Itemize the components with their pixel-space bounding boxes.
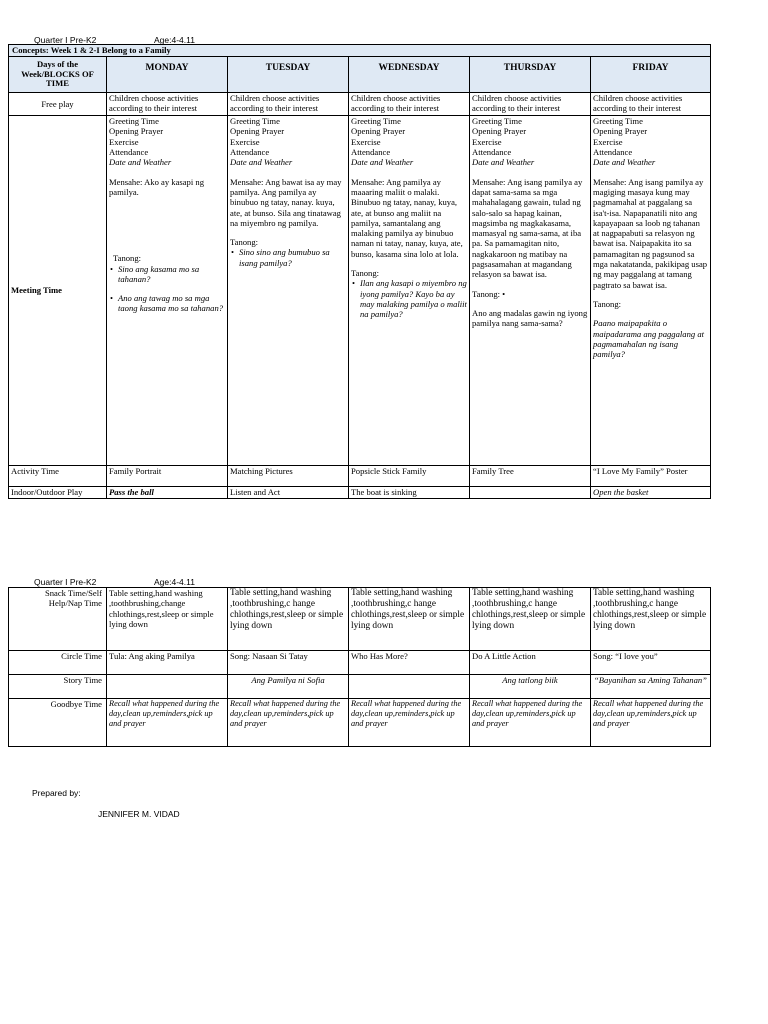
day-header-thursday: THURSDAY xyxy=(470,57,591,93)
free-play-cell: Children choose activities according to their interest xyxy=(470,93,591,116)
routine-date-weather: Date and Weather xyxy=(472,157,535,168)
activity-cell: “I Love My Family” Poster xyxy=(591,466,711,487)
free-play-row xyxy=(9,93,711,116)
indoor-cell: Listen and Act xyxy=(228,487,349,499)
routine-attendance: Attendance xyxy=(472,146,512,157)
day-header-tuesday: TUESDAY xyxy=(228,57,349,93)
activity-cell: Family Portrait xyxy=(107,466,228,487)
question-item: • Sino ang kasama mo sa tahanan? xyxy=(110,263,200,284)
row-label-snack-time: Snack Time/Self Help/Nap Time xyxy=(9,588,107,651)
tanong-label: Tanong: xyxy=(593,299,622,309)
row-label-goodbye-time: Goodbye Time xyxy=(9,699,107,747)
routine-prayer: Opening Prayer xyxy=(351,126,406,137)
weekly-schedule-table xyxy=(8,44,711,499)
story-cell: Ang tatlong biik xyxy=(470,675,591,699)
routine-attendance: Attendance xyxy=(593,146,633,157)
routine-prayer: Opening Prayer xyxy=(109,126,164,137)
circle-cell: Song: Nasaan Si Tatay xyxy=(228,651,349,675)
question-text: Ano ang madalas gawin ng iyong pamilya nang sama-sama? xyxy=(472,308,588,329)
question-text: Paano maipapakita o maipadarama ang paggalang at pagmamahalan ng isang pamilya? xyxy=(593,318,705,360)
indoor-cell: The boat is sinking xyxy=(349,487,470,499)
meeting-cell-wednesday xyxy=(349,116,470,466)
preparer-name: JENNIFER M. VIDAD xyxy=(98,809,180,819)
story-cell xyxy=(107,675,228,699)
goodbye-cell: Recall what happened during the day,clean up,reminders,pick up and prayer xyxy=(107,699,228,747)
mensahe-text: Mensahe: Ang isang pamilya ay dapat sama-sama sa mga mahahalagang gawain, tulad ng salo-salo sa hapag kainan, magsimba ng magkakasama, mamasyal ng sama-sama, at iba pa. Sa pamamagitan nito, nagkakaroon ng matibay na pagsasamahan at magandang relasyon sa bawat isa. xyxy=(472,176,583,280)
snack-cell: Table setting,hand washing ,toothbrushing,c hange chlothings,rest,sleep or simple lying down xyxy=(470,588,591,651)
row-label-meeting-time: Meeting Time xyxy=(9,116,107,466)
bullet-icon: • xyxy=(352,278,356,289)
free-play-cell: Children choose activities according to their interest xyxy=(349,93,470,116)
routine-attendance: Attendance xyxy=(230,146,270,157)
routine-exercise: Exercise xyxy=(230,136,260,147)
age-label: Age:4-4.11 xyxy=(154,35,195,45)
indoor-cell: Pass the ball xyxy=(107,487,228,499)
row-label-indoor-outdoor: Indoor/Outdoor Play xyxy=(9,487,107,499)
indoor-cell: Open the basket xyxy=(591,487,711,499)
meeting-cell-friday xyxy=(591,116,711,466)
routine-attendance: Attendance xyxy=(109,146,149,157)
routine-date-weather: Date and Weather xyxy=(109,157,172,168)
circle-cell: Tula: Ang aking Pamilya xyxy=(107,651,228,675)
mensahe-text: Mensahe: Ang bawat isa ay may pamilya. Ang pamilya ay binubuo ng tatay, nanay. kuya, ate, at bunso. Sila ang tinatawag na miyembro ng pamilya. xyxy=(230,176,342,228)
circle-cell: Who Has More? xyxy=(349,651,470,675)
meeting-cell-tuesday xyxy=(228,116,349,466)
meeting-time-row xyxy=(9,116,711,466)
quarter-label: Quarter I Pre-K2 xyxy=(34,35,97,45)
bullet-icon: • xyxy=(110,293,114,304)
goodbye-time-row xyxy=(9,699,711,747)
story-cell xyxy=(349,675,470,699)
routine-date-weather: Date and Weather xyxy=(593,157,656,168)
question-item: • Ano ang tawag mo sa mga taong kasama mo sa tahanan? xyxy=(110,293,224,314)
activity-time-row xyxy=(9,466,711,487)
activity-cell: Popsicle Stick Family xyxy=(349,466,470,487)
goodbye-cell: Recall what happened during the day,clean up,reminders,pick up and prayer xyxy=(228,699,349,747)
concept-title: Concepts: Week 1 & 2-I Belong to a Family xyxy=(9,45,711,57)
routine-prayer: Opening Prayer xyxy=(230,126,285,137)
snack-cell: Table setting,hand washing ,toothbrushing,c hange chlothings,rest,sleep or simple lying down xyxy=(228,588,349,651)
day-header-friday: FRIDAY xyxy=(591,57,711,93)
routine-attendance: Attendance xyxy=(351,146,391,157)
snack-time-row xyxy=(9,588,711,651)
snack-cell: Table setting,hand washing ,toothbrushing,change chlothings,rest,sleep or simple lying down xyxy=(107,588,228,651)
routine-greeting: Greeting Time xyxy=(230,116,280,126)
mensahe-text: Mensahe: Ako ay kasapi ng pamilya. xyxy=(109,176,204,197)
goodbye-cell: Recall what happened during the day,clean up,reminders,pick up and prayer xyxy=(349,699,470,747)
bullet-icon: • xyxy=(110,263,114,274)
age-label-2: Age:4-4.11 xyxy=(154,577,195,587)
tanong-label: Tanong: xyxy=(351,268,380,279)
indoor-outdoor-row xyxy=(9,487,711,499)
circle-cell: Do A Little Action xyxy=(470,651,591,675)
routine-date-weather: Date and Weather xyxy=(230,157,293,168)
meeting-cell-thursday xyxy=(470,116,591,466)
routine-exercise: Exercise xyxy=(472,136,502,147)
bullet-icon: • xyxy=(231,247,235,258)
routine-date-weather: Date and Weather xyxy=(351,157,414,168)
routine-greeting: Greeting Time xyxy=(351,116,401,126)
meeting-cell-monday xyxy=(107,116,228,466)
day-header-monday: MONDAY xyxy=(107,57,228,93)
routine-prayer: Opening Prayer xyxy=(593,126,648,137)
story-time-row xyxy=(9,675,711,699)
question-item: • Sino sino ang bumubuo sa isang pamilya? xyxy=(231,247,330,268)
activity-cell: Matching Pictures xyxy=(228,466,349,487)
free-play-cell: Children choose activities according to their interest xyxy=(107,93,228,116)
row-label-activity-time: Activity Time xyxy=(9,466,107,487)
quarter-label-2: Quarter I Pre-K2 xyxy=(34,577,97,587)
prepared-by-label: Prepared by: xyxy=(32,788,81,798)
routine-exercise: Exercise xyxy=(109,136,139,147)
days-of-week-header: Days of the Week/BLOCKS OF TIME xyxy=(9,57,107,93)
routine-greeting: Greeting Time xyxy=(109,116,159,126)
goodbye-cell: Recall what happened during the day,clean up,reminders,pick up and prayer xyxy=(470,699,591,747)
tanong-label: Tanong: • xyxy=(472,288,506,299)
goodbye-cell: Recall what happened during the day,clean up,reminders,pick up and prayer xyxy=(591,699,711,747)
row-label-free-play: Free play xyxy=(9,93,107,116)
routine-prayer: Opening Prayer xyxy=(472,126,527,137)
row-label-story-time: Story Time xyxy=(9,675,107,699)
routine-greeting: Greeting Time xyxy=(472,116,522,126)
tanong-label: Tanong: xyxy=(230,237,259,248)
day-header-wednesday: WEDNESDAY xyxy=(349,57,470,93)
circle-time-row xyxy=(9,651,711,675)
row-label-circle-time: Circle Time xyxy=(9,651,107,675)
story-cell: Ang Pamilya ni Sofia xyxy=(228,675,349,699)
circle-cell: Song: “I love you” xyxy=(591,651,711,675)
indoor-cell xyxy=(470,487,591,499)
mensahe-text: Mensahe: Ang isang pamilya ay magiging masaya kung may pagmamahal at paggalang sa isa't-isa. Napapanatili nito ang kapayapaan sa loob ng tahanan at nagpapabuti sa relasyon ng bawat isa. Naipapakita ito sa pamamagitan ng pagsunod sa mga nakatatanda, pakikipag usap ng may paggalang at tamang pagtrato sa bawat isa. xyxy=(593,176,708,290)
free-play-cell: Children choose activities according to their interest xyxy=(228,93,349,116)
routine-exercise: Exercise xyxy=(351,136,381,147)
afternoon-schedule-table xyxy=(8,587,711,747)
tanong-label: Tanong: xyxy=(113,253,142,264)
story-cell: “Bayanihan sa Aming Tahanan” xyxy=(591,675,711,699)
routine-exercise: Exercise xyxy=(593,136,623,147)
question-item: • Ilan ang kasapi o miyembro ng iyong pamilya? Kayo ba ay may malaking pamilya o maliit na pamilya? xyxy=(352,278,467,320)
activity-cell: Family Tree xyxy=(470,466,591,487)
snack-cell: Table setting,hand washing ,toothbrushing,c hange chlothings,rest,sleep or simple lying down xyxy=(349,588,470,651)
free-play-cell: Children choose activities according to their interest xyxy=(591,93,711,116)
routine-greeting: Greeting Time xyxy=(593,116,643,126)
snack-cell: Table setting,hand washing ,toothbrushing,c hange chlothings,rest,sleep or simple lying down xyxy=(591,588,711,651)
mensahe-text: Mensahe: Ang pamilya ay maaaring maliit o malaki. Binubuo ng tatay, nanay, kuya, ate, at bunso ang maliit na pamilya, samantalang ang malaking pamilya ay binubuo naman ni tatay, nanay, kuya, ate, bunso, kasama sina lolo at lola. xyxy=(351,176,463,259)
